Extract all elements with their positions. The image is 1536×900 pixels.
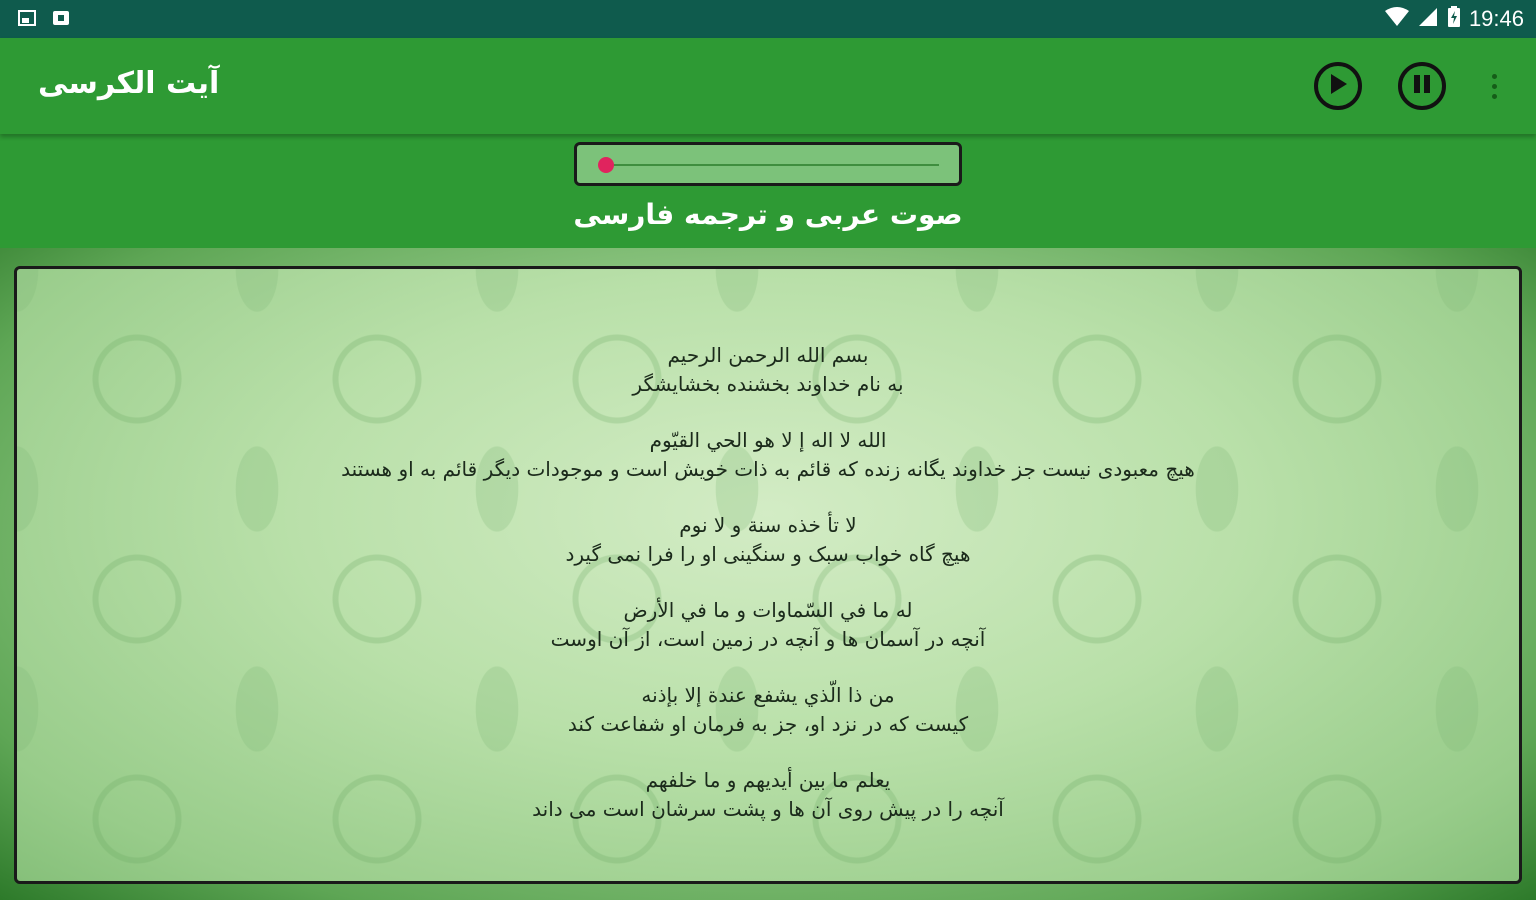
pause-icon — [1411, 72, 1433, 100]
verse-persian: هیچ معبودی نیست جز خداوند یگانه زنده که قائم به ذات خویش است و موجودات دیگر قائم به او هستند — [341, 457, 1195, 481]
overflow-menu-button[interactable] — [1482, 62, 1506, 110]
verses-list — [17, 341, 1519, 851]
screenshot-icon — [18, 9, 36, 27]
verse-persian: آنچه را در پیش روی آن ها و پشت سرشان است می داند — [532, 797, 1004, 821]
verse-arabic: بسم الله الرحمن الرحيم — [667, 343, 869, 367]
seek-thumb[interactable] — [598, 157, 614, 173]
overflow-menu-icon — [1492, 74, 1497, 79]
app-bar — [0, 38, 1536, 134]
status-bar — [0, 0, 1536, 38]
seek-track — [599, 164, 939, 166]
signal-icon — [1417, 6, 1439, 32]
app-actions — [1314, 62, 1506, 110]
audio-subtitle: صوت عربی و ترجمه فارسی — [573, 198, 963, 231]
play-button[interactable] — [1314, 62, 1362, 110]
verse-persian: به نام خداوند بخشنده بخشایشگر — [632, 372, 904, 396]
wifi-icon — [1385, 6, 1409, 32]
verse-persian: آنچه در آسمان ها و آنچه در زمین است، از آن اوست — [550, 627, 986, 651]
play-icon — [1327, 72, 1349, 100]
status-right-icons — [1385, 6, 1524, 32]
status-time: 19:46 — [1468, 6, 1524, 31]
verse-item — [17, 511, 1519, 569]
player-strip — [0, 134, 1536, 248]
verse-arabic: لا تأ خذه سنة و لا نوم — [679, 513, 857, 537]
verse-persian: هیچ گاه خواب سبک و سنگینی او را فرا نمی گیرد — [565, 542, 971, 566]
verse-arabic: الله لا اله إ لا هو الحي القيّوم — [649, 428, 887, 452]
verse-arabic: من ذا الّذي يشفع عندة إلا بإذنه — [641, 683, 895, 707]
verse-item — [17, 596, 1519, 654]
status-left-icons — [18, 9, 70, 27]
verse-item — [17, 341, 1519, 399]
pause-button[interactable] — [1398, 62, 1446, 110]
audio-seekbar[interactable] — [574, 142, 962, 186]
verse-item — [17, 681, 1519, 739]
page-title: آیت الکرسی — [38, 66, 220, 101]
verse-arabic: له ما في السّماوات و ما في الأرض — [623, 598, 913, 622]
battery-icon — [1447, 6, 1461, 32]
notification-icon — [52, 9, 70, 27]
overflow-menu-dot — [1492, 94, 1497, 99]
overflow-menu-dot — [1492, 84, 1497, 89]
verse-persian: کیست که در نزد او، جز به فرمان او شفاعت کند — [567, 712, 969, 736]
verses-panel[interactable] — [14, 266, 1522, 884]
verse-arabic: يعلم ما بين أيديهم و ما خلفهم — [645, 768, 891, 792]
content-background — [0, 248, 1536, 900]
verse-item — [17, 426, 1519, 484]
verse-item — [17, 766, 1519, 824]
